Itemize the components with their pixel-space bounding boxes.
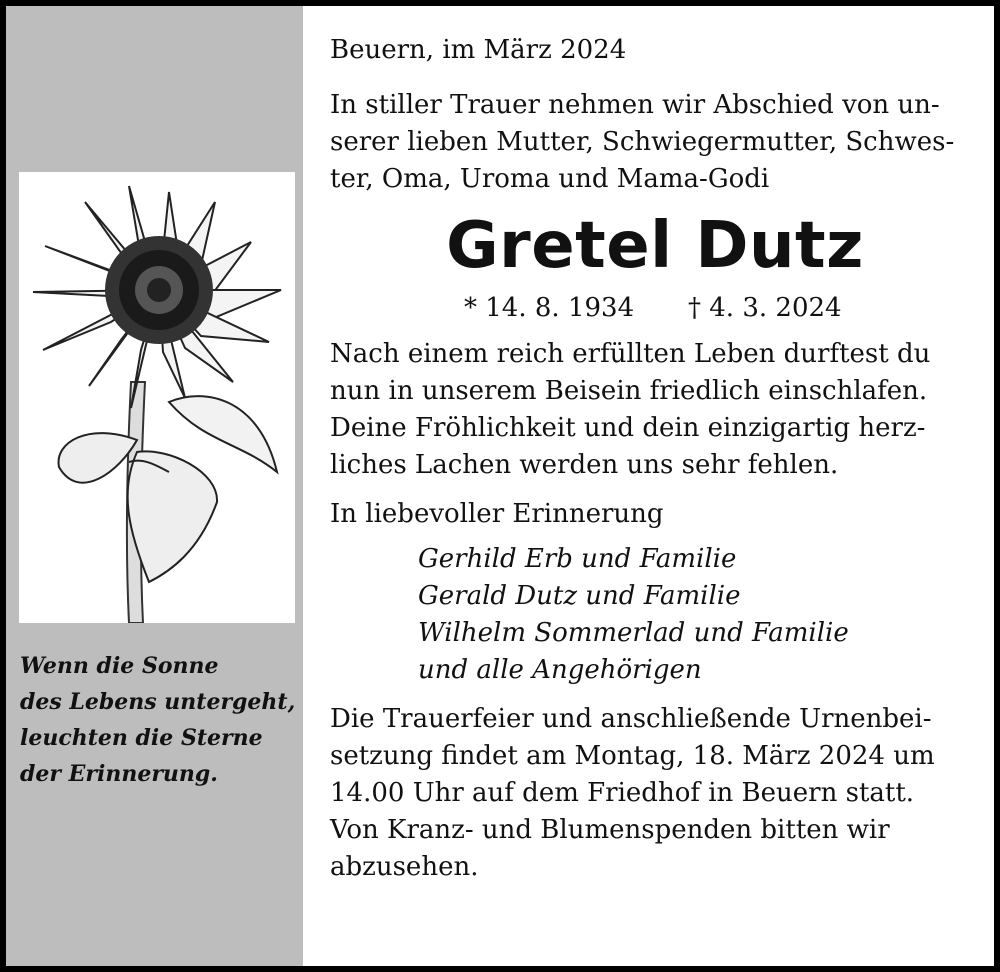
- sunflower-image: [19, 172, 295, 623]
- place-date: Beuern, im März 2024: [330, 35, 627, 65]
- funeral-line: Von Kranz- und Blumenspenden bitten wir: [330, 815, 890, 845]
- farewell-line: Deine Fröhlichkeit und dein einzigartig herz-: [330, 413, 926, 443]
- sunflower-icon: [19, 172, 295, 623]
- funeral-line: setzung findet am Montag, 18. März 2024 um: [330, 741, 935, 771]
- farewell-line: Nach einem reich erfüllten Leben durftest du: [330, 339, 931, 369]
- birth-date: * 14. 8. 1934: [464, 293, 635, 323]
- funeral-info: [330, 701, 972, 886]
- funeral-line: 14.00 Uhr auf dem Friedhof in Beuern statt.: [330, 778, 915, 808]
- mourner: Wilhelm Sommerlad und Familie: [418, 618, 849, 648]
- farewell-line: liches Lachen werden uns sehr fehlen.: [330, 450, 839, 480]
- deceased-name: Gretel Dutz: [446, 209, 864, 283]
- remembrance-line: In liebevoller Erinnerung: [330, 499, 664, 529]
- funeral-line: abzusehen.: [330, 852, 479, 882]
- notice-panel: [6, 6, 994, 966]
- mourner: und alle Angehörigen: [418, 655, 702, 685]
- death-date: † 4. 3. 2024: [688, 293, 842, 323]
- quote-line: leuchten die Sterne: [20, 725, 263, 751]
- notice-body: [330, 32, 972, 886]
- memorial-quote: [20, 648, 300, 792]
- quote-line: Wenn die Sonne: [20, 653, 219, 679]
- intro-line: serer lieben Mutter, Schwiegermutter, Schwes-: [330, 127, 955, 157]
- farewell-text: [330, 336, 972, 484]
- intro-text: [330, 87, 972, 198]
- quote-line: des Lebens untergeht,: [20, 689, 296, 715]
- farewell-line: nun in unserem Beisein friedlich einschlafen.: [330, 376, 928, 406]
- funeral-line: Die Trauerfeier und anschließende Urnenbei-: [330, 704, 932, 734]
- life-dates: [330, 290, 972, 330]
- mourner: Gerald Dutz und Familie: [418, 581, 741, 611]
- mourners-list: [418, 541, 972, 689]
- intro-line: In stiller Trauer nehmen wir Abschied von un-: [330, 90, 940, 120]
- intro-line: ter, Oma, Uroma und Mama-Godi: [330, 164, 770, 194]
- sidebar: [6, 6, 303, 966]
- quote-line: der Erinnerung.: [20, 761, 218, 787]
- mourner: Gerhild Erb und Familie: [418, 544, 737, 574]
